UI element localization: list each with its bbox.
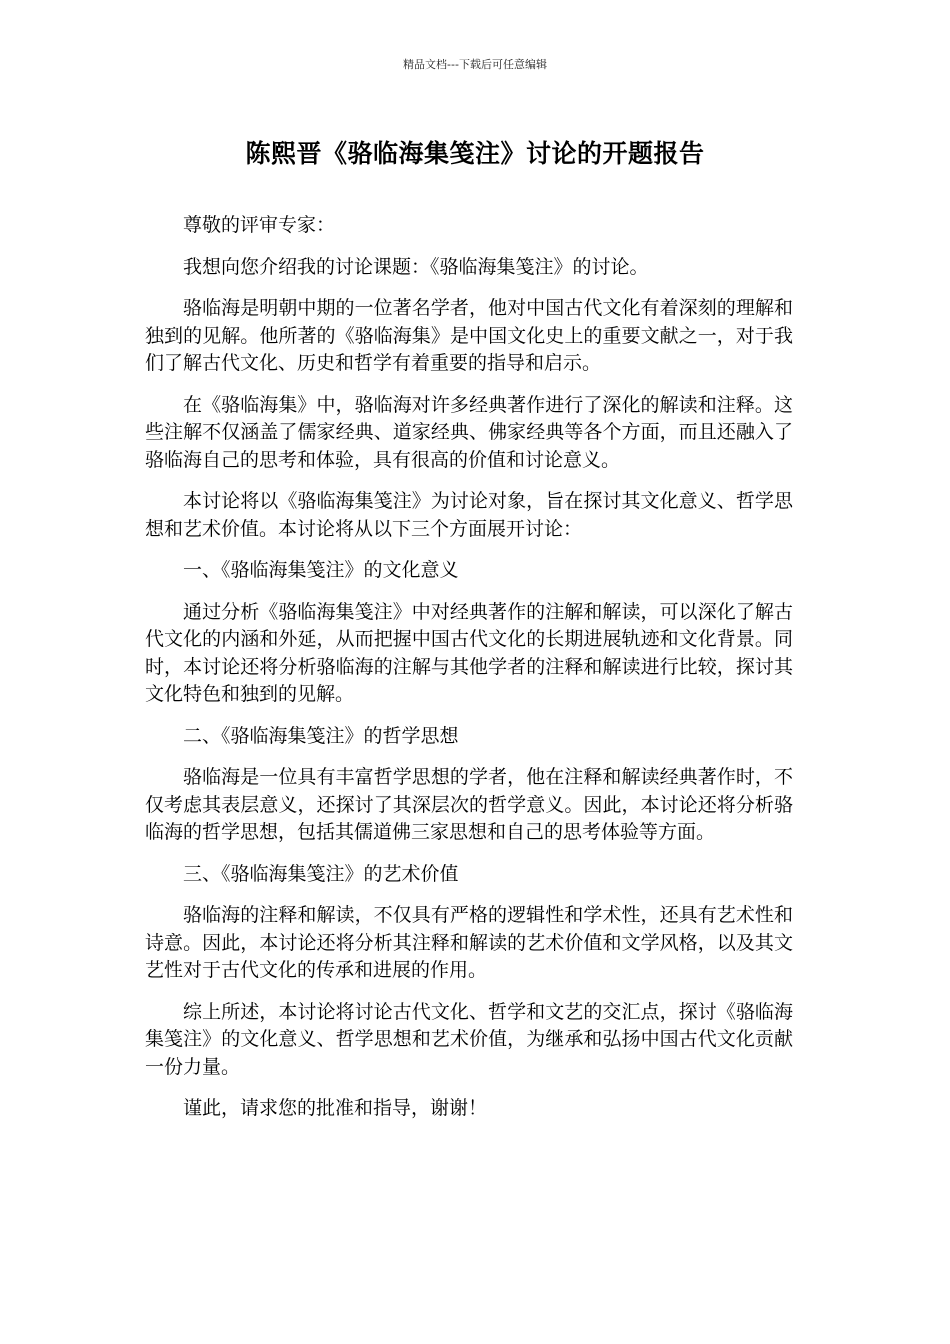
document-title: 陈熙晋《骆临海集笺注》讨论的开题报告 [245, 139, 705, 168]
paragraph-objectives: 本讨论将以《骆临海集笺注》为讨论对象，旨在探讨其文化意义、哲学思想和艺术价值。本讨论将从以下三个方面展开讨论： [145, 490, 793, 540]
section-heading-art: 三、《骆临海集笺注》的艺术价值 [183, 862, 459, 885]
section-heading-culture: 一、《骆临海集笺注》的文化意义 [183, 559, 459, 581]
paragraph-philosophy: 骆临海是一位具有丰富哲学思想的学者，他在注释和解读经典著作时，不仅考虑其表层意义，还探讨了其深层次的哲学意义。因此，本讨论还将分析骆临海的哲学思想，包括其儒道佛三家思想和自己的思考体验等方面。 [145, 766, 793, 843]
closing-line: 谨此，请求您的批准和指导，谢谢！ [183, 1097, 488, 1119]
paragraph-art: 骆临海的注释和解读，不仅具有严格的逻辑性和学术性，还具有艺术性和诗意。因此，本讨论还将分析其注释和解读的艺术价值和文学风格，以及其文艺性对于古代文化的传承和进展的作用。 [145, 904, 793, 981]
document-body [145, 212, 793, 1137]
paragraph-annotations: 在《骆临海集》中，骆临海对许多经典著作进行了深化的解读和注释。这些注解不仅涵盖了儒家经典、道家经典、佛家经典等各个方面，而且还融入了骆临海自己的思考和体验，具有很高的价值和讨论意义。 [145, 393, 793, 471]
section-heading-philosophy: 二、《骆临海集笺注》的哲学思想 [183, 724, 459, 747]
paragraph-summary: 综上所述，本讨论将讨论古代文化、哲学和文艺的交汇点，探讨《骆临海集笺注》的文化意义、哲学思想和艺术价值，为继承和弘扬中国古代文化贡献一份力量。 [145, 1000, 793, 1078]
paragraph-background: 骆临海是明朝中期的一位著名学者，他对中国古代文化有着深刻的理解和独到的见解。他所著的《骆临海集》是中国文化史上的重要文献之一，对于我们了解古代文化、历史和哲学有着重要的指导和启示。 [145, 297, 793, 374]
paragraph-intro: 我想向您介绍我的讨论课题：《骆临海集笺注》的讨论。 [183, 255, 649, 278]
salutation: 尊敬的评审专家： [183, 214, 336, 236]
paragraph-culture: 通过分析《骆临海集笺注》中对经典著作的注解和解读，可以深化了解古代文化的内涵和外延，从而把握中国古代文化的长期进展轨迹和文化背景。同时，本讨论还将分析骆临海的注解与其他学者的注释和解读进行比较，探讨其文化特色和独到的见解。 [145, 600, 793, 705]
header-note: 精品文档---下载后可任意编辑 [403, 58, 547, 71]
